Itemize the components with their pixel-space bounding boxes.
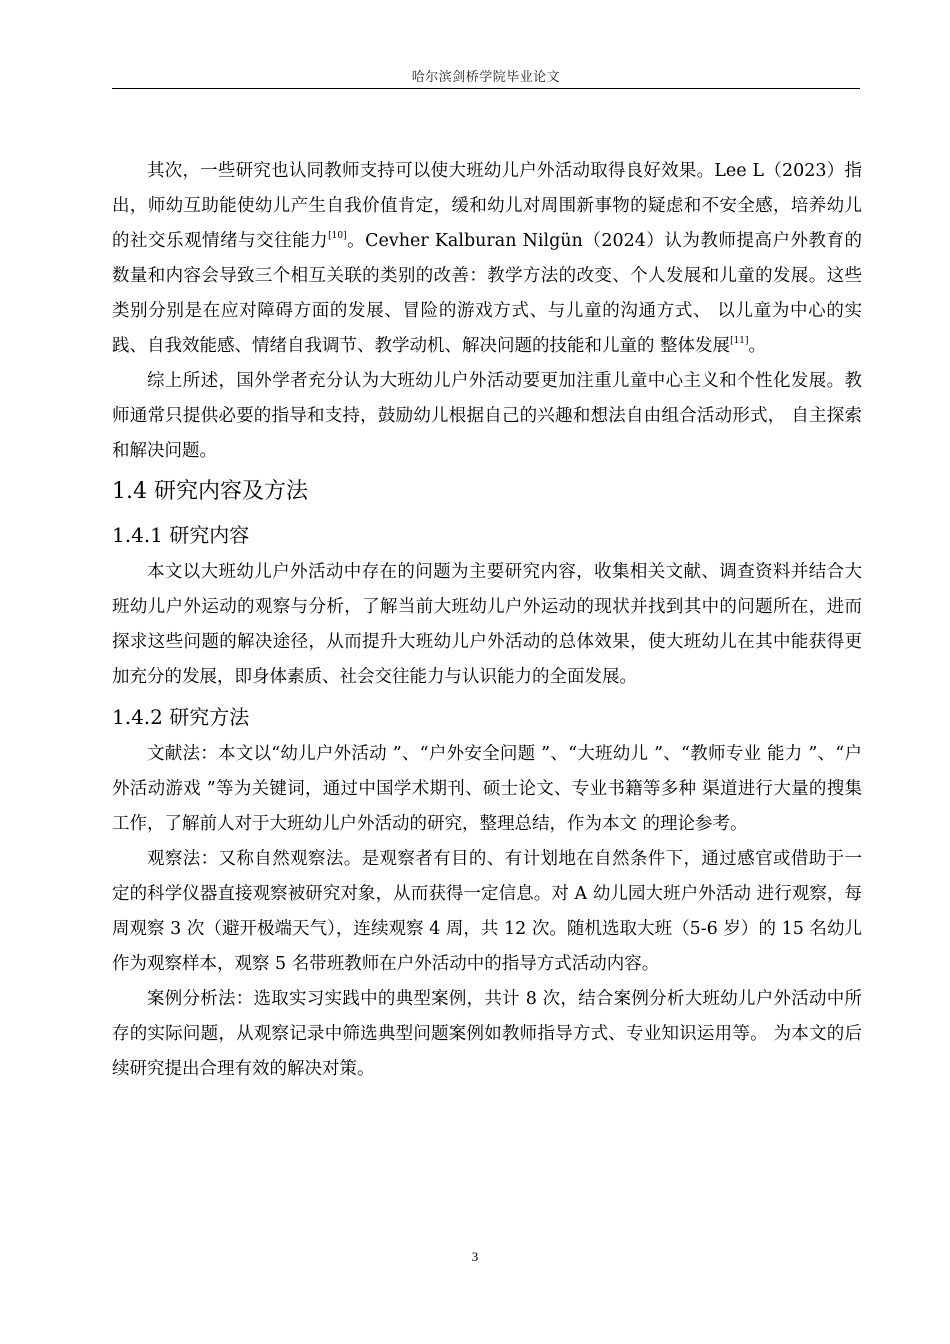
section-heading-1-4-2: 1.4.2 研究方法 <box>112 705 250 729</box>
paragraph-text: 其次，一些研究也认同教师支持可以使大班幼儿户外活动取得良好效果。Lee L（2023）指出，师幼互助能使幼儿产生自我价值肯定，缓和幼儿对周围新事物的疑虑和不安全感，培养幼儿的社交乐观情绪与交往能力 <box>112 161 862 251</box>
paragraph-literature-method: 文献法：本文以“幼儿户外活动 ”、“户外安全问题 ”、“大班幼儿 ”、“教师专业 能力 ”、“户外活动游戏 ”等为关键词，通过中国学术期刊、硕士论文、专业书籍等多种 渠道进行大量的搜集工作，了解前人对于大班幼儿户外活动的研究，整理总结，作为本文 的理论参考。 <box>112 744 862 834</box>
paragraph-foreign-research <box>112 154 862 364</box>
paragraph-text: 。Cevher Kalburan Nilgün（2024）认为教师提高户外教育的数量和内容会导致三个相互关联的类别的改善：教学方法的改变、个人发展和儿童的发展。这些类别分别是在应对障碍方面的发展、冒险的游戏方式、与儿童的沟通方式、 以儿童为中心的实践、自我效能感、情绪自我调节、教学动机、解决问题的技能和儿童的 整体发展 <box>112 231 863 356</box>
citation-ref[interactable]: [10] <box>328 231 347 241</box>
paragraph-observation-method: 观察法：又称自然观察法。是观察者有目的、有计划地在自然条件下，通过感官或借助于一定的科学仪器直接观察被研究对象，从而获得一定信息。对 A 幼儿园大班户外活动 进行观察，每周观察 3 次（避开极端天气），连续观察 4 周，共 12 次。随机选取大班（5-6 岁）的 15 名幼儿作为观察样本，观察 5 名带班教师在户外活动中的指导方式活动内容。 <box>112 849 862 974</box>
section-heading-1-4-1: 1.4.1 研究内容 <box>112 523 250 547</box>
document-body <box>112 154 862 1087</box>
header-divider <box>112 88 860 89</box>
paragraph-research-content: 本文以大班幼儿户外活动中存在的问题为主要研究内容，收集相关文献、调查资料并结合大班幼儿户外运动的观察与分析，了解当前大班幼儿户外运动的现状并找到其中的问题所在，进而探求这些问题的解决途径，从而提升大班幼儿户外活动的总体效果，使大班幼儿在其中能获得更加充分的发展，即身体素质、社会交往能力与认识能力的全面发展。 <box>112 562 862 687</box>
paragraph-summary: 综上所述，国外学者充分认为大班幼儿户外活动要更加注重儿童中心主义和个性化发展。教师通常只提供必要的指导和支持，鼓励幼儿根据自己的兴趣和想法自由组合活动形式， 自主探索和解决问题。 <box>112 371 862 461</box>
citation-ref[interactable]: [11] <box>730 336 749 346</box>
section-heading-1-4: 1.4 研究内容及方法 <box>112 479 308 504</box>
paragraph-case-analysis-method: 案例分析法：选取实习实践中的典型案例，共计 8 次，结合案例分析大班幼儿户外活动中所存的实际问题，从观察记录中筛选典型问题案例如教师指导方式、专业知识运用等。 为本文的后续研究提出合理有效的解决对策。 <box>112 989 862 1079</box>
running-header: 哈尔滨剑桥学院毕业论文 <box>411 70 561 85</box>
paragraph-text: 。 <box>748 336 767 356</box>
page-number: 3 <box>471 1249 479 1264</box>
